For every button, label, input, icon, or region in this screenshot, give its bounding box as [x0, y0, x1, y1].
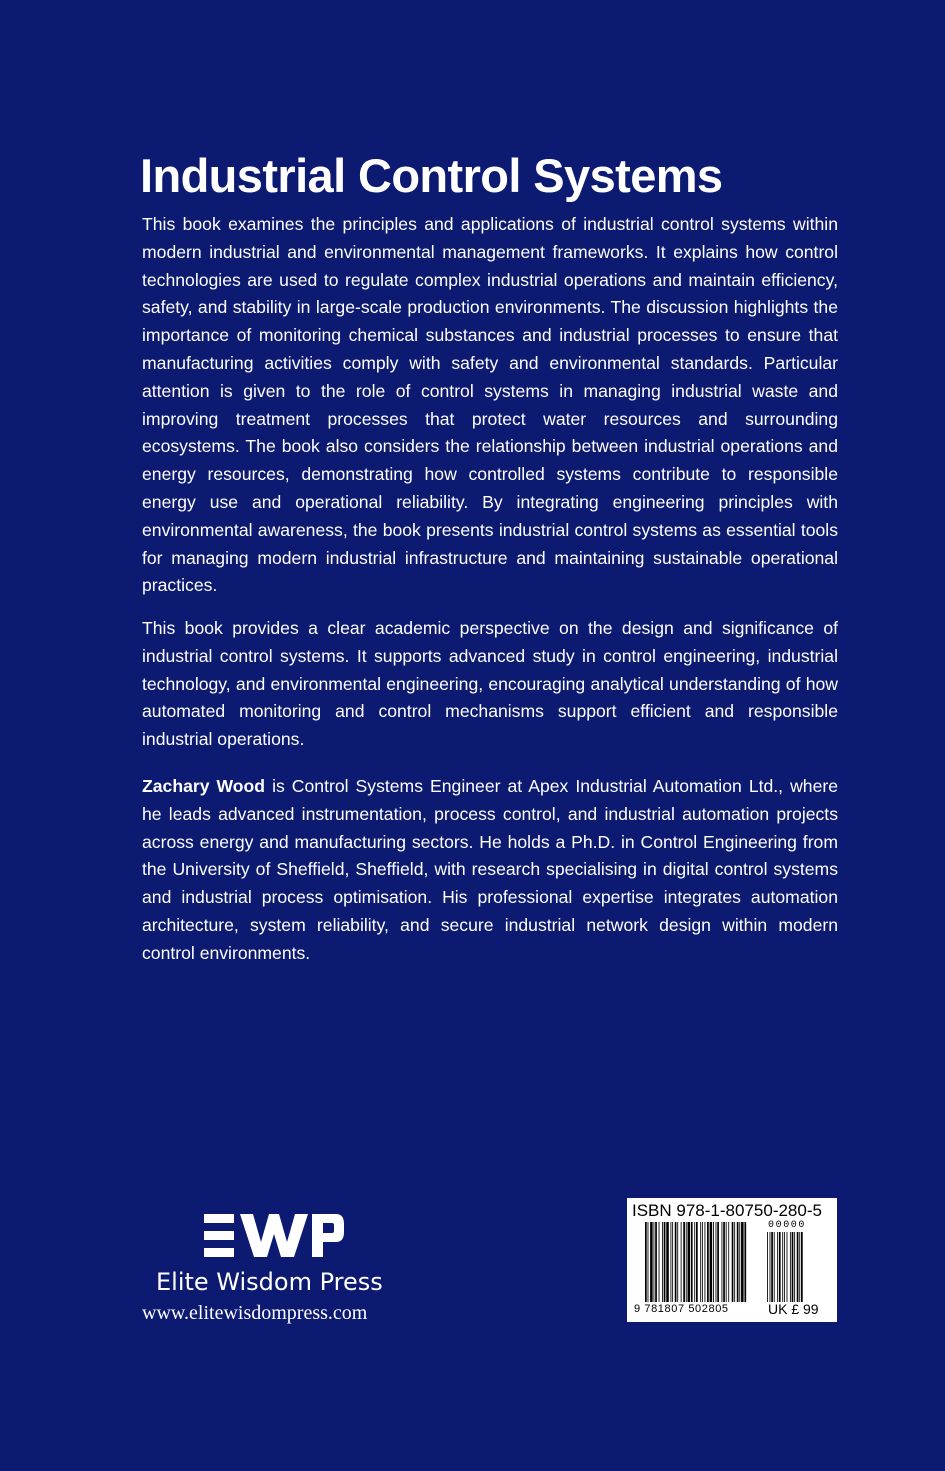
isbn-label: ISBN 978-1-80750-280-5	[632, 1201, 822, 1220]
barcode-bars-icon	[645, 1222, 825, 1304]
publisher-url: www.elitewisdompress.com	[142, 1302, 368, 1324]
publisher-name: Elite Wisdom Press	[156, 1268, 383, 1296]
publisher-logo-icon	[204, 1212, 344, 1262]
book-title: Industrial Control Systems	[140, 149, 723, 202]
publisher-block	[140, 1212, 410, 1332]
price-code: 00000	[768, 1220, 807, 1231]
price: UK £ 99	[768, 1301, 819, 1317]
author-bio-paragraph	[142, 773, 838, 968]
barcode-digits: 9 781807 502805	[634, 1303, 729, 1315]
author-bio: is Control Systems Engineer at Apex Industrial Automation Ltd., where he leads advanced instrumentation, process control, and industrial automation projects across energy and manufacturing sectors. He holds a Ph.D. in Control Engineering from the University of Sheffield, Sheffield, with research specialising in digital control systems and industrial process optimisation. His professional expertise integrates automation architecture, system reliability, and secure industrial network design within modern control environments.	[142, 776, 838, 963]
author-name: Zachary Wood	[142, 776, 266, 796]
description-paragraph-1: This book examines the principles and applications of industrial control systems within modern industrial and environmental management frameworks. It explains how control technologies are used to regulate complex industrial operations and maintain efficiency, safety, and stability in large-scale production environments. The discussion highlights the importance of monitoring chemical substances and industrial processes to ensure that manufacturing activities comply with safety and environmental standards. Particular attention is given to the role of control systems in managing industrial waste and improving treatment processes that protect water resources and surrounding ecosystems. The book also considers the relationship between industrial operations and energy resources, demonstrating how controlled systems contribute to responsible energy use and operational reliability. By integrating engineering principles with environmental awareness, the book presents industrial control systems as essential tools for managing modern industrial infrastructure and maintaining sustainable operational practices.	[142, 214, 838, 596]
description-paragraph-2: This book provides a clear academic perspective on the design and significance of industrial control systems. It supports advanced study in control engineering, industrial technology, and environmental engineering, encouraging analytical understanding of how automated monitoring and control mechanisms support efficient and responsible industrial operations.	[142, 618, 838, 750]
isbn-barcode	[627, 1198, 837, 1322]
